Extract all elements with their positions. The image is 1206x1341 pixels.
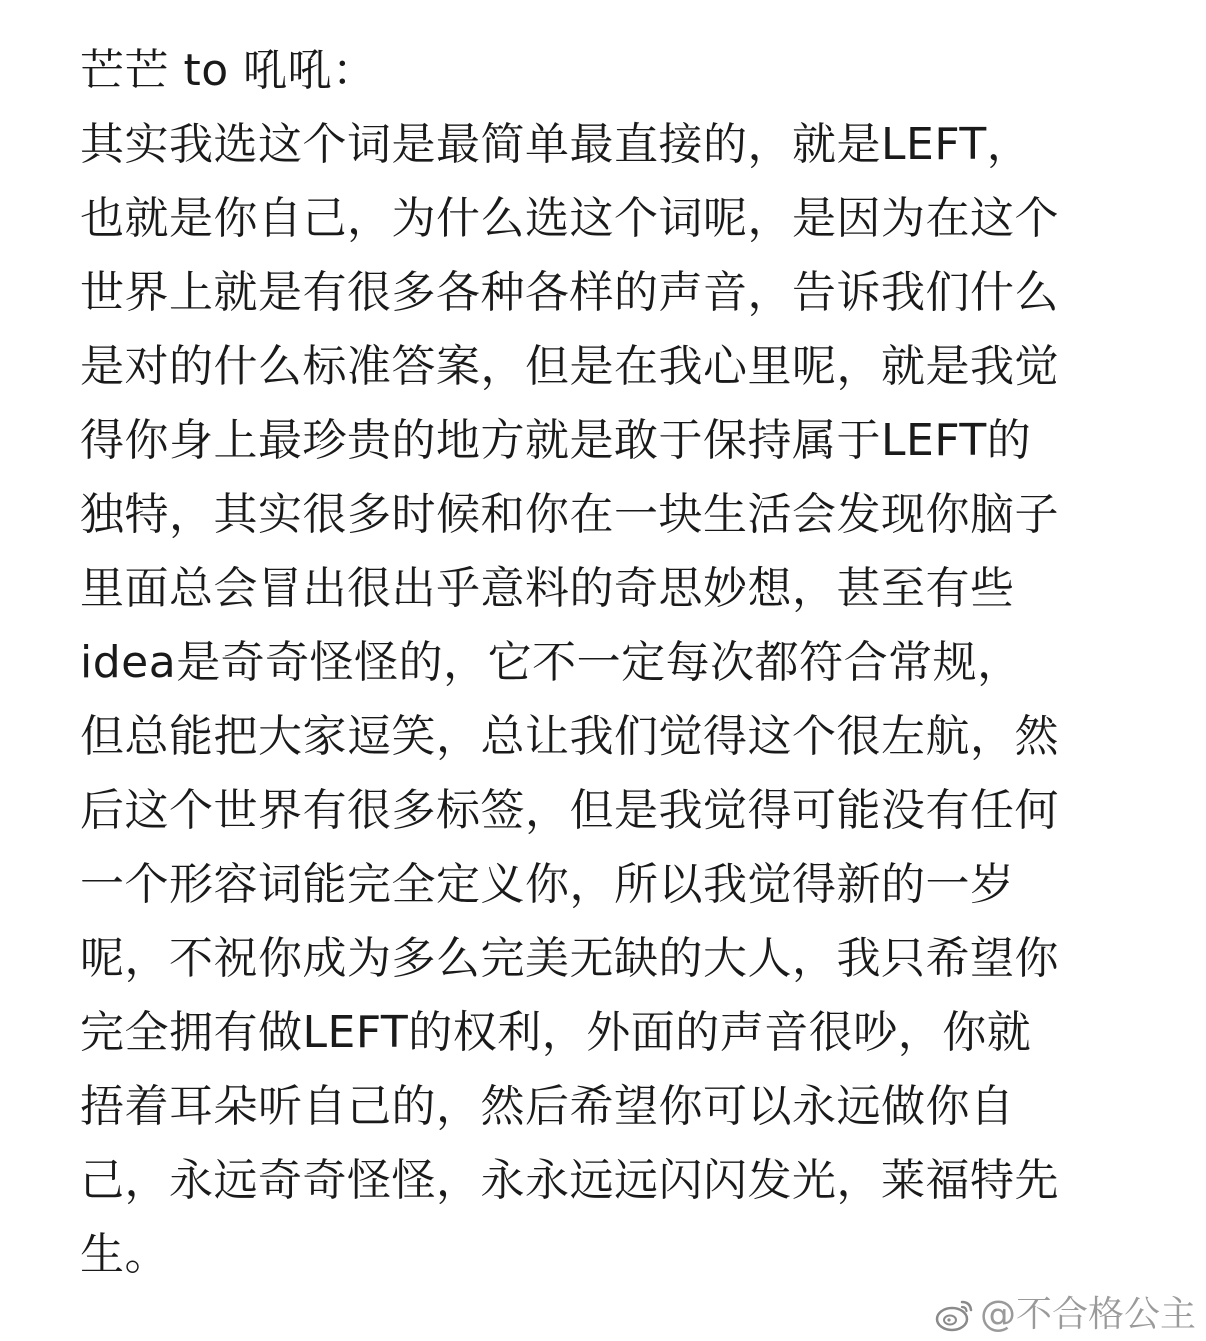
- note-line: 呢，不祝你成为多么完美无缺的大人，我只希望你: [80, 933, 1059, 984]
- note-line: idea是奇奇怪怪的，它不一定每次都符合常规，: [80, 637, 1022, 688]
- weibo-logo-icon: [934, 1298, 974, 1332]
- note-line: 但总能把大家逗笑，总让我们觉得这个很左航，然: [80, 711, 1059, 762]
- note-line: 完全拥有做LEFT的权利，外面的声音很吵，你就: [80, 1007, 1032, 1058]
- note-line: 其实我选这个词是最简单最直接的，就是LEFT，: [80, 119, 1032, 170]
- note-line: 捂着耳朵听自己的，然后希望你可以永远做你自: [80, 1081, 1015, 1132]
- note-line: 生。: [80, 1229, 169, 1280]
- note-line: 独特，其实很多时候和你在一块生活会发现你脑子: [80, 489, 1059, 540]
- watermark-text: @不合格公主: [979, 1294, 1196, 1335]
- note-heading: 芒芒 to 吼吼：: [80, 45, 377, 96]
- note-body: [80, 34, 1140, 1292]
- watermark: [934, 1295, 1196, 1335]
- note-line: 己，永远奇奇怪怪，永永远远闪闪发光，莱福特先: [80, 1155, 1059, 1206]
- note-line: 是对的什么标准答案，但是在我心里呢，就是我觉: [80, 341, 1059, 392]
- note-line: 里面总会冒出很出乎意料的奇思妙想，甚至有些: [80, 563, 1015, 614]
- note-line: 得你身上最珍贵的地方就是敢于保持属于LEFT的: [80, 415, 1032, 466]
- note-line: 一个形容词能完全定义你，所以我觉得新的一岁: [80, 859, 1015, 910]
- note-line: 也就是你自己，为什么选这个词呢，是因为在这个: [80, 193, 1059, 244]
- note-line: 后这个世界有很多标签，但是我觉得可能没有任何: [80, 785, 1059, 836]
- note-line: 世界上就是有很多各种各样的声音，告诉我们什么: [80, 267, 1059, 318]
